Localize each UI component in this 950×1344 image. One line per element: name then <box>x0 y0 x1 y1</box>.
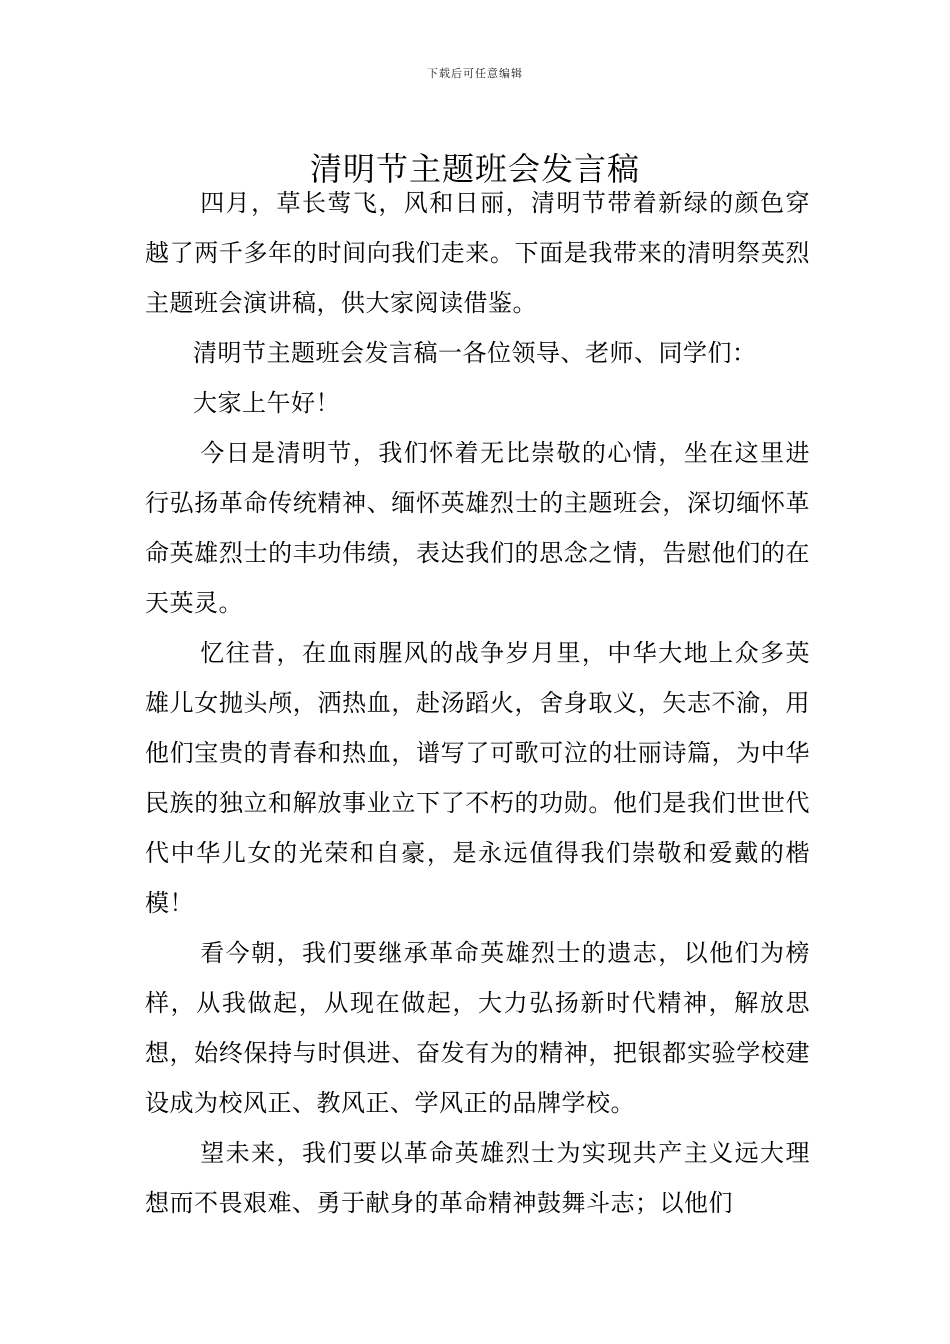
paragraph-future: 望未来，我们要以革命英雄烈士为实现共产主义远大理想而不畏艰难、勇于献身的革命精神鼓舞斗志；以他们 <box>145 1139 810 1217</box>
paragraph-past: 忆往昔，在血雨腥风的战争岁月里，中华大地上众多英雄儿女抛头颅，洒热血，赴汤蹈火，舍身取义，矢志不渝，用他们宝贵的青春和热血，谱写了可歌可泣的壮丽诗篇，为中华民族的独立和解放事业立下了不朽的功勋。他们是我们世世代代中华儿女的光荣和自豪，是永远值得我们崇敬和爱戴的楷模！ <box>145 639 810 917</box>
header-note: 下载后可任意编辑 <box>427 67 523 80</box>
paragraph-salutation: 清明节主题班会发言稿一各位领导、老师、同学们： <box>193 339 757 367</box>
paragraph-intro: 四月，草长莺飞，风和日丽，清明节带着新绿的颜色穿越了两千多年的时间向我们走来。下面是我带来的清明祭英烈主题班会演讲稿，供大家阅读借鉴。 <box>145 189 810 317</box>
document-title: 清明节主题班会发言稿 <box>309 150 640 189</box>
paragraph-present: 看今朝，我们要继承革命英雄烈士的遗志，以他们为榜样，从我做起，从现在做起，大力弘扬新时代精神，解放思想，始终保持与时俱进、奋发有为的精神，把银都实验学校建设成为校风正、教风正、学风正的品牌学校。 <box>145 939 810 1117</box>
paragraph-today: 今日是清明节，我们怀着无比崇敬的心情，坐在这里进行弘扬革命传统精神、缅怀英雄烈士的主题班会，深切缅怀革命英雄烈士的丰功伟绩，表达我们的思念之情，告慰他们的在天英灵。 <box>145 439 810 617</box>
document-body <box>145 178 810 1228</box>
paragraph-greeting: 大家上午好！ <box>193 389 340 417</box>
